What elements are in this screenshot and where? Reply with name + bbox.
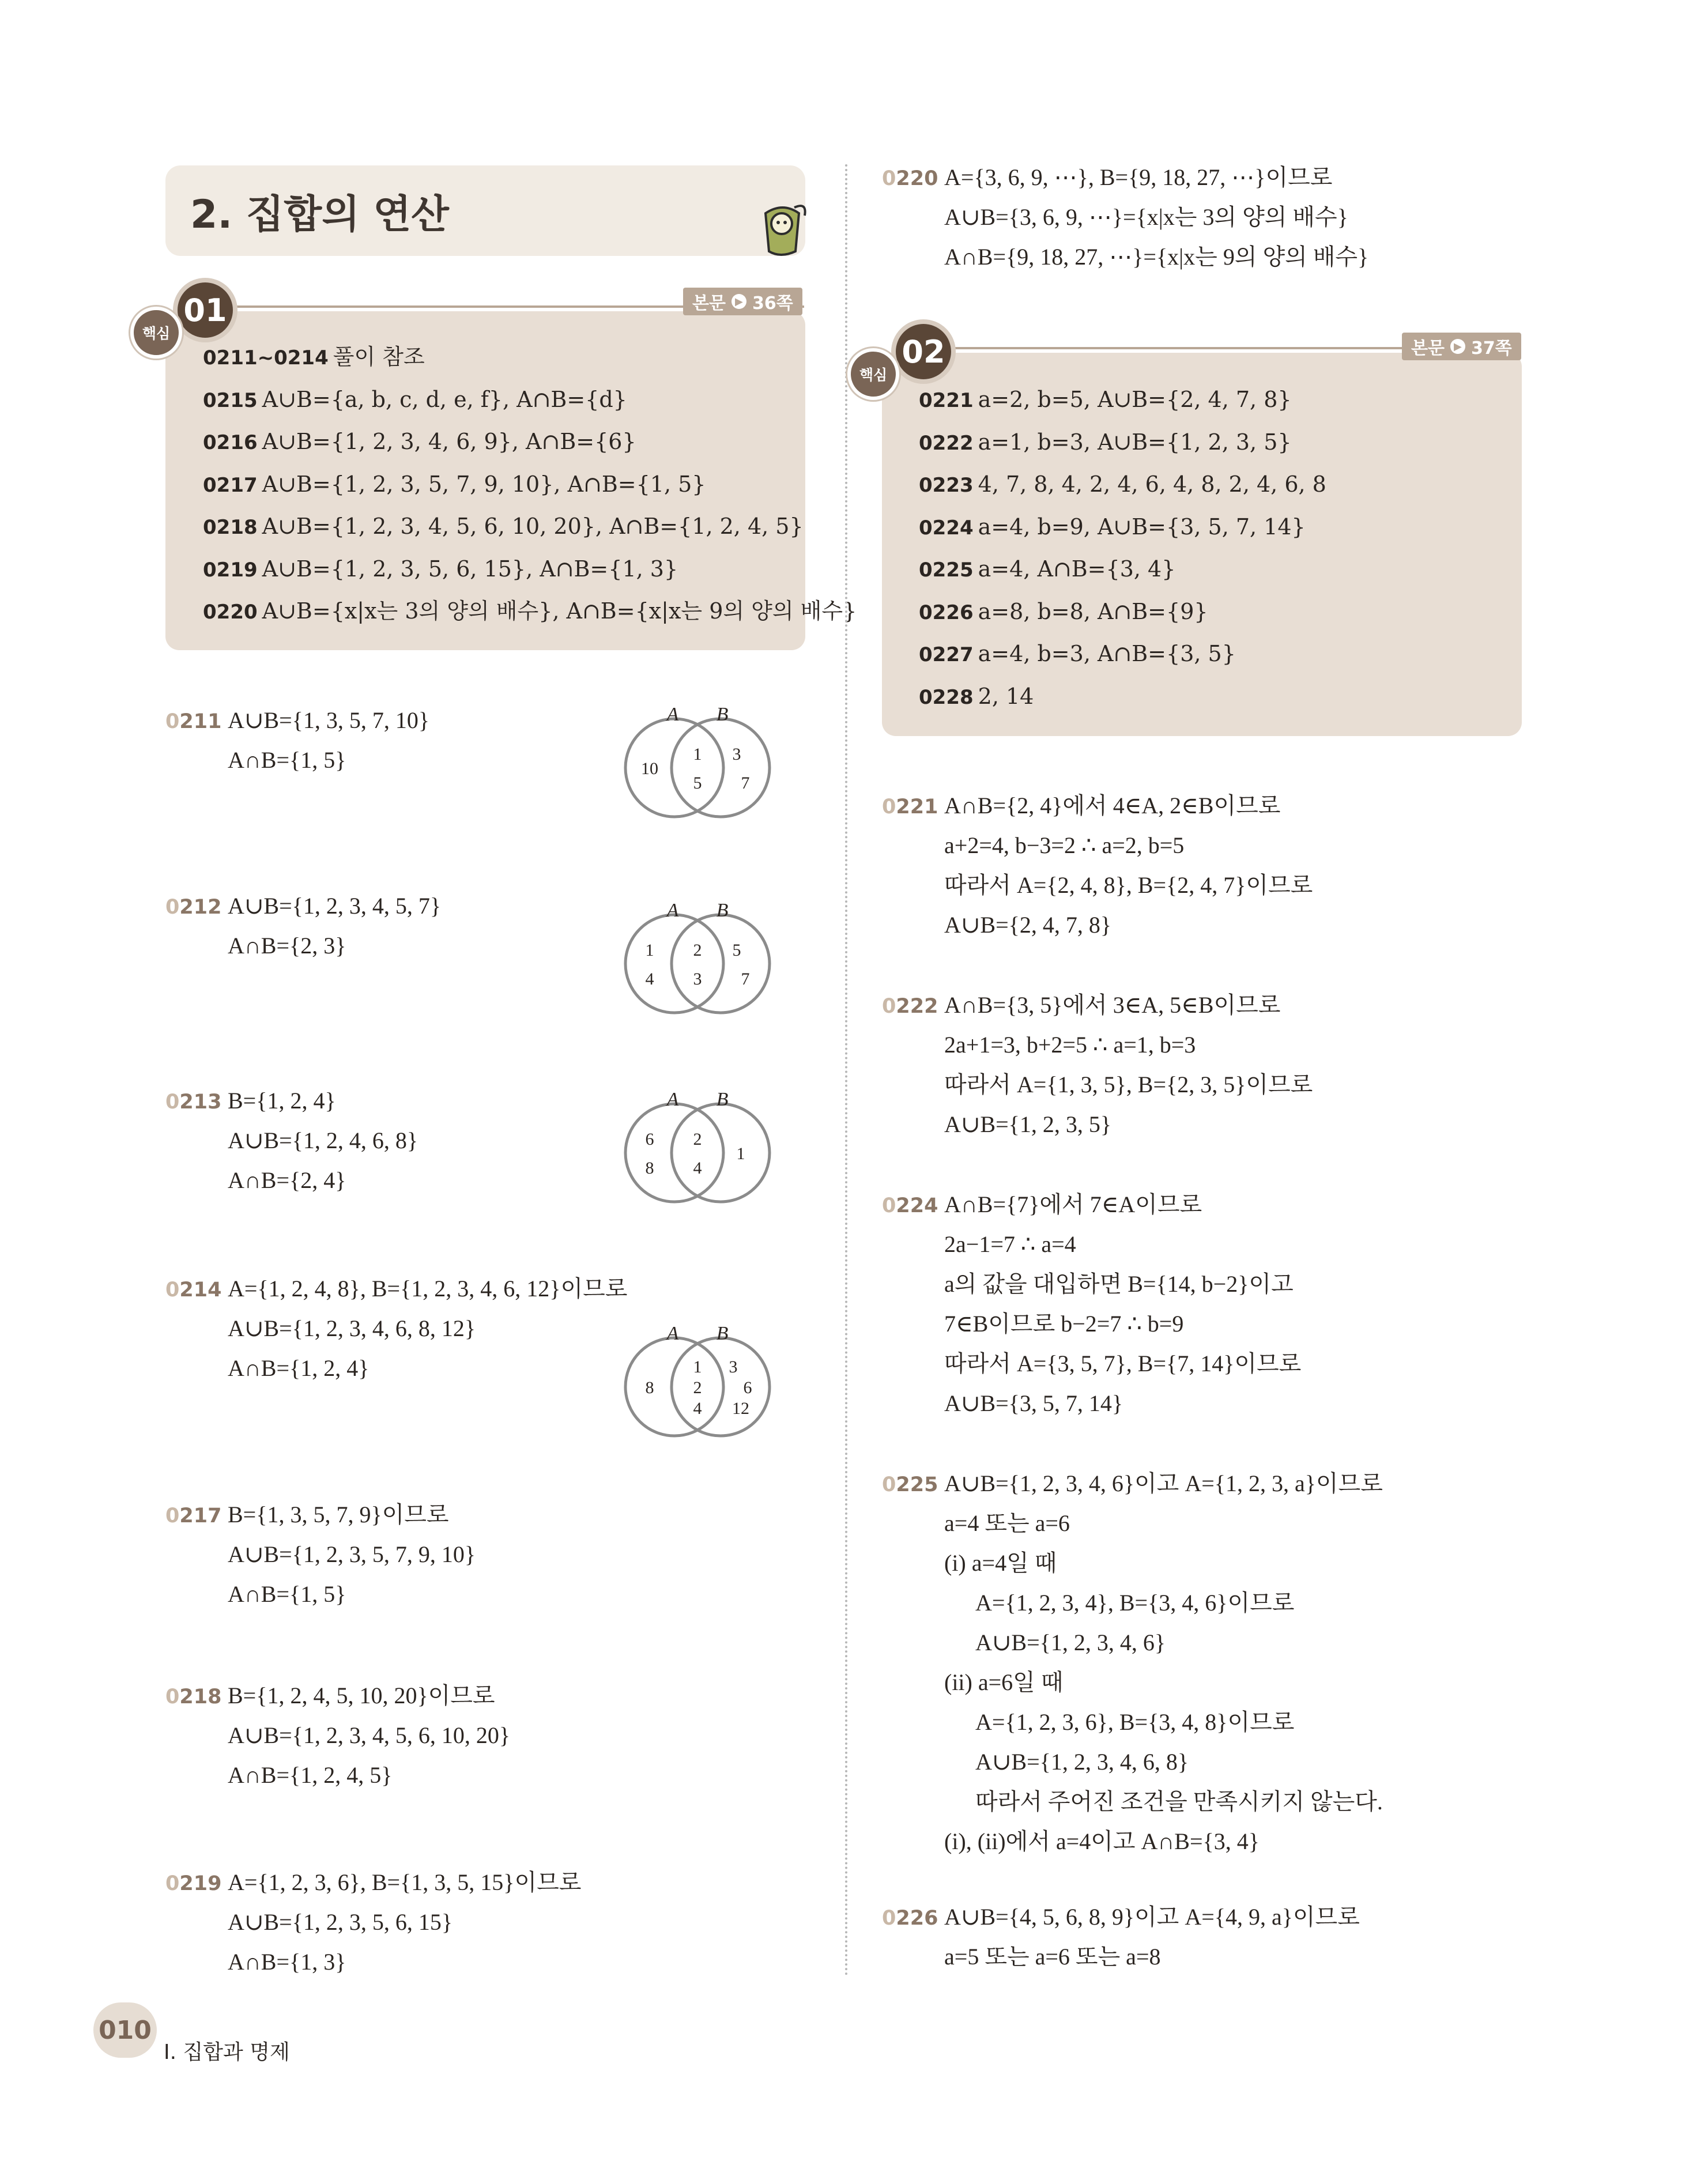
section-number-badge: 01 <box>173 278 237 342</box>
answer-text: A∪B={1, 2, 3, 5, 7, 9, 10}, A∩B={1, 5} <box>262 471 706 497</box>
problem-id <box>882 995 938 1018</box>
problem-id-number: 221 <box>896 795 938 818</box>
problem-id-number: 213 <box>179 1091 222 1114</box>
chapter-label: I. 집합과 명제 <box>164 2040 290 2064</box>
problem-id <box>165 1504 221 1527</box>
set-label-a: A <box>666 704 679 725</box>
problem-id-prefix: 0 <box>165 1504 180 1527</box>
solution-line: B={1, 2, 4} <box>228 1088 336 1114</box>
solution-line: (i), (ii)에서 a=4이고 A∩B={3, 4} <box>944 1828 1260 1854</box>
problem-number: 0221 <box>919 389 974 412</box>
solution-line: A={1, 2, 4, 8}, B={1, 2, 3, 4, 6, 12}이므로 <box>228 1276 628 1302</box>
venn-circle <box>625 1104 723 1202</box>
solution-line: A∩B={2, 3} <box>228 933 346 959</box>
solution-line: A∩B={2, 4}에서 4∈A, 2∈B이므로 <box>944 793 1281 818</box>
solution-line: A∩B={2, 4} <box>228 1167 346 1193</box>
solution-line: A={1, 2, 3, 4}, B={3, 4, 6}이므로 <box>975 1590 1295 1616</box>
arrow-right-icon: ▶ <box>1450 339 1465 354</box>
problem-id-prefix: 0 <box>165 1685 180 1708</box>
solution-line: A∩B={9, 18, 27, ⋯}={x|x는 9의 양의 배수} <box>944 244 1369 270</box>
problem-id-prefix: 0 <box>882 1194 896 1217</box>
problem-id-prefix: 0 <box>882 167 896 190</box>
ref-page: 36쪽 <box>752 293 793 314</box>
venn-element: 5 <box>732 941 741 960</box>
problem-id-prefix: 0 <box>165 1091 180 1114</box>
venn-diagram <box>620 704 775 820</box>
problem-number: 0220 <box>203 601 258 624</box>
page-number: 010 <box>93 2002 157 2058</box>
solution-line: A∩B={1, 2, 4, 5} <box>228 1762 393 1788</box>
venn-element: 12 <box>732 1399 749 1418</box>
problem-id-prefix: 0 <box>882 1907 896 1930</box>
venn-element: 1 <box>645 941 654 960</box>
venn-element: 2 <box>693 1378 702 1397</box>
problem-id <box>882 1907 938 1930</box>
answer-text: A∪B={a, b, c, d, e, f}, A∩B={d} <box>262 386 627 412</box>
problem-id-number: 214 <box>179 1278 222 1302</box>
problem-number: 0216 <box>203 431 258 454</box>
summary-item <box>919 514 1306 541</box>
summary-item <box>203 513 804 541</box>
solution-line: A∩B={1, 5} <box>228 1581 346 1607</box>
set-label-a: A <box>666 1323 679 1344</box>
venn-element: 1 <box>693 745 702 764</box>
solution-line: A∪B={1, 2, 4, 6, 8} <box>228 1127 418 1153</box>
problem-id-number: 212 <box>179 896 222 919</box>
answer-text: A∪B={1, 2, 3, 4, 5, 6, 10, 20}, A∩B={1, 2, 4, 5} <box>262 514 804 539</box>
solution-line: 2a−1=7 ∴ a=4 <box>944 1231 1076 1257</box>
venn-circle <box>625 915 723 1013</box>
problem-id <box>165 1685 221 1708</box>
problem-id-number: 220 <box>896 167 938 190</box>
solution-line: a=5 또는 a=6 또는 a=8 <box>944 1944 1161 1970</box>
problem-number: 0219 <box>203 558 258 582</box>
venn-diagram <box>620 1089 775 1205</box>
venn-element: 3 <box>693 970 702 989</box>
problem-id <box>165 1872 221 1895</box>
summary-item <box>203 344 425 371</box>
problem-id-number: 226 <box>896 1907 938 1930</box>
summary-item <box>919 598 1208 626</box>
answer-text: A∪B={x|x는 3의 양의 배수}, A∩B={x|x는 9의 양의 배수} <box>262 598 857 624</box>
problem-id <box>882 795 938 818</box>
venn-element: 6 <box>743 1378 752 1397</box>
problem-id <box>882 1473 938 1496</box>
answer-text: A∪B={1, 2, 3, 5, 6, 15}, A∩B={1, 3} <box>262 556 678 582</box>
solution-line: 따라서 A={3, 5, 7}, B={7, 14}이므로 <box>944 1351 1302 1376</box>
problem-number: 0222 <box>919 431 974 455</box>
venn-element: 4 <box>645 970 654 989</box>
answer-text: a=4, b=3, A∩B={3, 5} <box>978 641 1236 666</box>
solution-line: A∪B={1, 2, 3, 4, 5, 6, 10, 20} <box>228 1722 511 1748</box>
venn-element: 8 <box>645 1159 654 1178</box>
set-label-b: B <box>716 1089 729 1110</box>
solution-line: 7∈B이므로 b−2=7 ∴ b=9 <box>944 1311 1184 1337</box>
summary-item <box>919 640 1236 668</box>
venn-element: 6 <box>645 1130 654 1149</box>
venn-element: 1 <box>693 1357 702 1376</box>
solution-line: (ii) a=6일 때 <box>944 1669 1064 1695</box>
answer-text: 4, 7, 8, 4, 2, 4, 6, 4, 8, 2, 4, 6, 8 <box>978 471 1326 497</box>
problem-id-prefix: 0 <box>165 896 180 919</box>
venn-element: 2 <box>693 1130 702 1149</box>
problem-id-number: 219 <box>179 1872 222 1895</box>
solution-line: 따라서 A={1, 3, 5}, B={2, 3, 5}이므로 <box>944 1072 1313 1097</box>
solution-line: A∩B={3, 5}에서 3∈A, 5∈B이므로 <box>944 992 1281 1018</box>
venn-circle <box>672 915 770 1013</box>
solution-line: 2a+1=3, b+2=5 ∴ a=1, b=3 <box>944 1032 1196 1058</box>
problem-id-prefix: 0 <box>882 1473 896 1496</box>
solution-line: A∩B={1, 5} <box>228 747 346 773</box>
problem-number: 0223 <box>919 474 974 497</box>
venn-circle <box>625 1338 723 1436</box>
answer-text: a=4, b=9, A∪B={3, 5, 7, 14} <box>978 514 1306 540</box>
solution-line: A={1, 2, 3, 6}, B={1, 3, 5, 15}이므로 <box>228 1869 582 1895</box>
section-number-badge: 02 <box>891 319 956 384</box>
problem-number: 0217 <box>203 473 258 497</box>
summary-item <box>203 556 678 583</box>
column-divider <box>845 164 847 1977</box>
set-label-b: B <box>716 704 729 725</box>
problem-number: 0227 <box>919 643 974 666</box>
problem-number: 0211~0214 <box>203 346 329 369</box>
answer-text: a=2, b=5, A∪B={2, 4, 7, 8} <box>978 387 1292 412</box>
solution-line: A∪B={1, 2, 3, 4, 6} <box>975 1629 1166 1655</box>
arrow-right-icon: ▶ <box>732 294 746 309</box>
ref-label: 본문 <box>692 293 726 314</box>
textbook-page-ref[interactable] <box>683 288 802 315</box>
set-label-a: A <box>666 900 679 921</box>
venn-element: 3 <box>729 1357 738 1376</box>
answer-text: a=4, A∩B={3, 4} <box>978 556 1176 582</box>
solution-line: 따라서 주어진 조건을 만족시키지 않는다. <box>975 1789 1383 1815</box>
solution-line: A∪B={1, 2, 3, 4, 6, 8, 12} <box>228 1315 476 1341</box>
solution-line: A∪B={1, 2, 3, 5, 6, 15} <box>228 1909 453 1935</box>
problem-number: 0226 <box>919 601 974 624</box>
solution-line: B={1, 3, 5, 7, 9}이므로 <box>228 1502 449 1527</box>
solution-line: A={3, 6, 9, ⋯}, B={9, 18, 27, ⋯}이므로 <box>944 164 1333 190</box>
solution-line: (i) a=4일 때 <box>944 1550 1057 1576</box>
problem-number: 0218 <box>203 516 258 539</box>
problem-id-number: 225 <box>896 1473 938 1496</box>
solution-line: A∪B={1, 2, 3, 4, 6, 8} <box>975 1749 1189 1775</box>
summary-item <box>919 683 1034 711</box>
solution-line: 따라서 A={2, 4, 8}, B={2, 4, 7}이므로 <box>944 872 1313 898</box>
problem-id-prefix: 0 <box>165 710 180 733</box>
ref-page: 37쪽 <box>1470 338 1512 359</box>
solution-line: A∪B={3, 5, 7, 14} <box>944 1390 1123 1416</box>
summary-item <box>919 556 1175 583</box>
venn-diagram <box>620 1323 775 1439</box>
summary-item <box>919 429 1292 457</box>
solution-line: A∪B={1, 2, 3, 4, 6}이고 A={1, 2, 3, a}이므로 <box>944 1470 1383 1496</box>
venn-circle <box>672 1338 770 1436</box>
answer-text: a=8, b=8, A∩B={9} <box>978 598 1208 624</box>
problem-id <box>165 710 221 733</box>
summary-item <box>203 386 627 414</box>
solution-line: A∩B={1, 2, 4} <box>228 1355 369 1381</box>
set-label-a: A <box>666 1089 679 1110</box>
problem-number: 0215 <box>203 388 258 412</box>
problem-id-prefix: 0 <box>882 995 896 1018</box>
problem-id <box>882 1194 938 1217</box>
problem-id-prefix: 0 <box>165 1278 180 1302</box>
solution-line: A∪B={1, 2, 3, 4, 5, 7} <box>228 893 442 919</box>
problem-number: 0225 <box>919 559 974 582</box>
venn-circle <box>672 1104 770 1202</box>
summary-item <box>919 471 1326 499</box>
summary-item <box>203 471 706 499</box>
venn-element: 7 <box>741 774 750 793</box>
solution-line: A={1, 2, 3, 6}, B={3, 4, 8}이므로 <box>975 1709 1295 1735</box>
venn-circle <box>625 719 723 817</box>
solution-line: a=4 또는 a=6 <box>944 1510 1070 1536</box>
solution-line: A∪B={1, 2, 3, 5} <box>944 1111 1112 1137</box>
venn-element: 2 <box>693 941 702 960</box>
solution-line: A∩B={1, 3} <box>228 1949 346 1975</box>
problem-id <box>165 1091 221 1114</box>
section-title: 2. 집합의 연산 <box>190 192 449 237</box>
solution-line: A∪B={2, 4, 7, 8} <box>944 912 1112 938</box>
venn-element: 1 <box>736 1144 745 1163</box>
core-label-badge: 핵심 <box>130 307 182 359</box>
problem-id <box>882 167 938 190</box>
answer-text: A∪B={1, 2, 3, 4, 6, 9}, A∩B={6} <box>262 429 636 454</box>
problem-id-number: 222 <box>896 995 938 1018</box>
textbook-page-ref[interactable] <box>1402 333 1521 360</box>
solution-line: A∩B={7}에서 7∈A이므로 <box>944 1191 1202 1217</box>
venn-element: 4 <box>693 1159 702 1178</box>
problem-number: 0224 <box>919 516 974 540</box>
summary-item <box>919 386 1292 414</box>
set-label-b: B <box>716 900 729 921</box>
solution-line: a의 값을 대입하면 B={14, b−2}이고 <box>944 1271 1294 1297</box>
venn-element: 5 <box>693 774 702 793</box>
venn-element: 7 <box>741 970 750 989</box>
solution-line: B={1, 2, 4, 5, 10, 20}이므로 <box>228 1683 495 1708</box>
core-label-badge: 핵심 <box>847 348 899 400</box>
venn-element: 8 <box>645 1378 654 1397</box>
summary-item <box>203 598 857 625</box>
problem-id <box>165 1278 221 1302</box>
solution-line: A∪B={1, 3, 5, 7, 10} <box>228 707 430 733</box>
problem-id <box>165 896 221 919</box>
problem-id-prefix: 0 <box>882 795 896 818</box>
venn-diagram <box>620 900 775 1016</box>
answer-text: 풀이 참조 <box>333 344 425 369</box>
problem-id-number: 224 <box>896 1194 938 1217</box>
set-label-b: B <box>716 1323 729 1344</box>
solution-line: A∪B={3, 6, 9, ⋯}={x|x는 3의 양의 배수} <box>944 204 1348 230</box>
venn-element: 4 <box>693 1399 702 1418</box>
venn-element: 3 <box>732 745 741 764</box>
venn-element: 10 <box>641 759 658 778</box>
ref-label: 본문 <box>1411 338 1445 359</box>
solution-line: A∪B={1, 2, 3, 5, 7, 9, 10} <box>228 1541 476 1567</box>
problem-number: 0228 <box>919 685 974 709</box>
problem-id-number: 218 <box>179 1685 222 1708</box>
answer-text: 2, 14 <box>978 683 1034 709</box>
solution-line: A∪B={4, 5, 6, 8, 9}이고 A={4, 9, a}이므로 <box>944 1904 1360 1930</box>
venn-circle <box>672 719 770 817</box>
summary-item <box>203 428 636 456</box>
problem-id-prefix: 0 <box>165 1872 180 1895</box>
answer-text: a=1, b=3, A∪B={1, 2, 3, 5} <box>978 429 1292 455</box>
problem-id-number: 211 <box>179 710 222 733</box>
problem-id-number: 217 <box>179 1504 222 1527</box>
solution-line: a+2=4, b−3=2 ∴ a=2, b=5 <box>944 832 1185 858</box>
mascot-icon <box>754 196 812 259</box>
